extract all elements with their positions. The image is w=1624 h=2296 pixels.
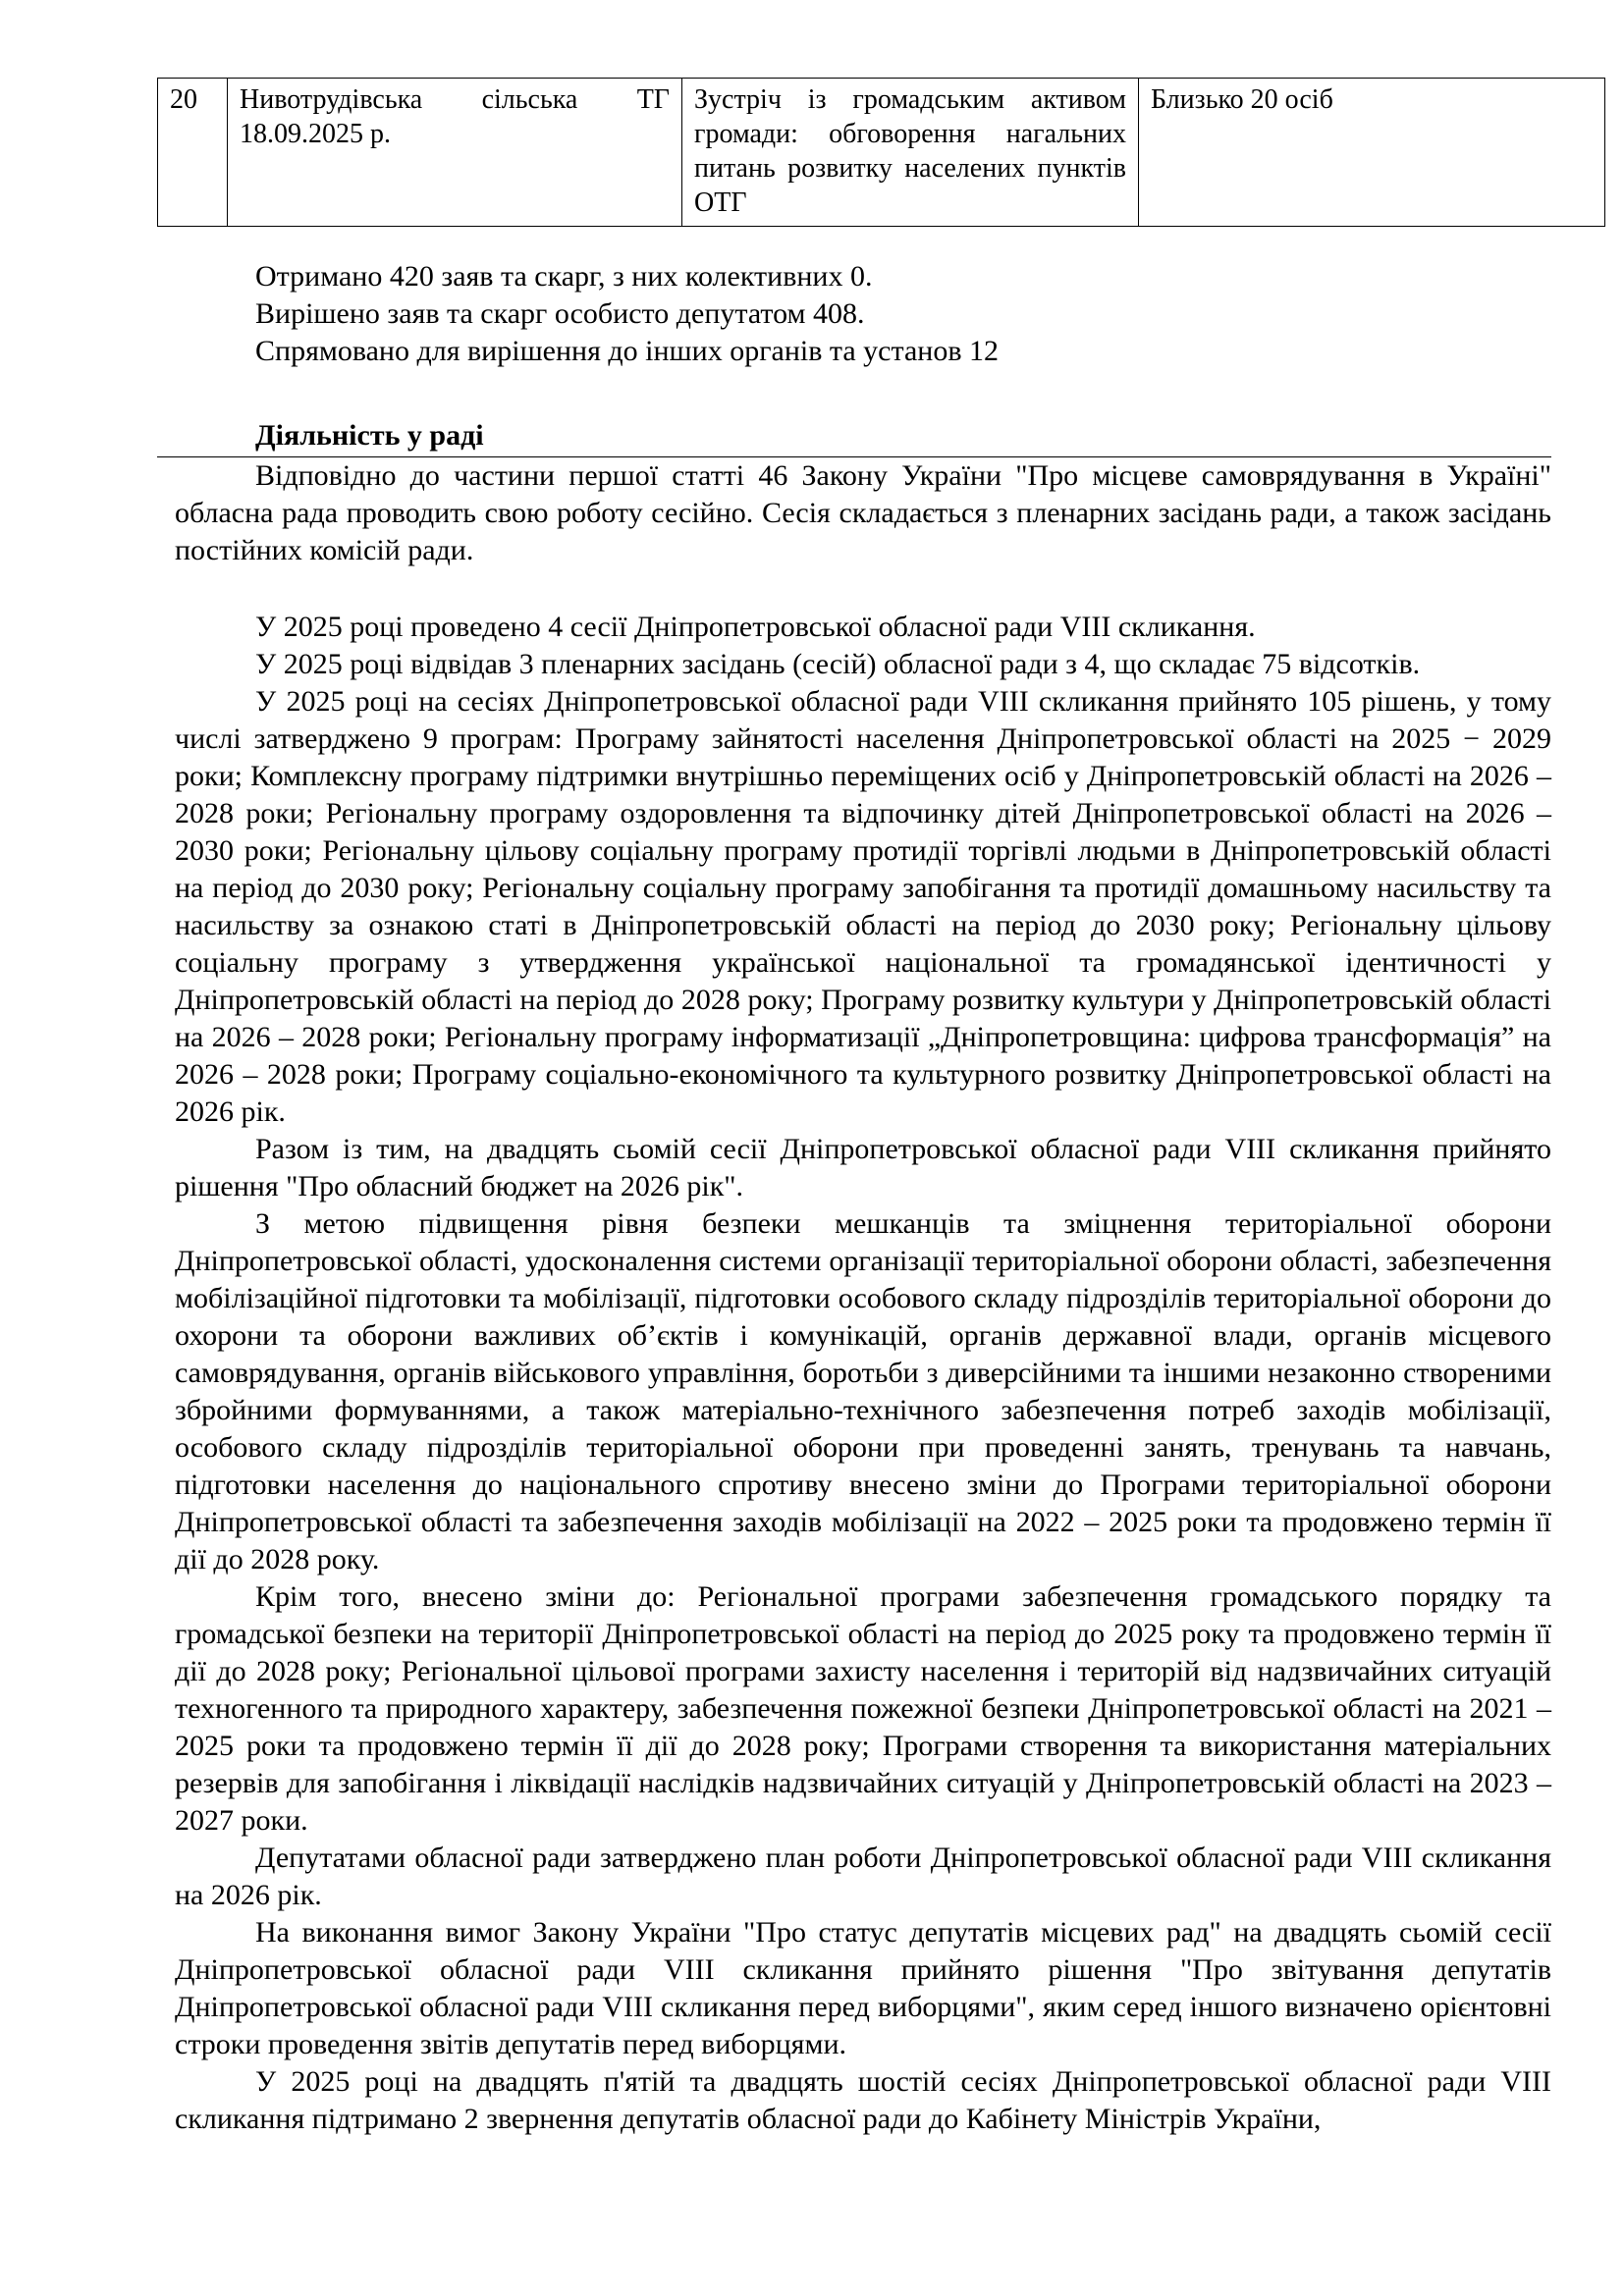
paragraph: З метою підвищення рівня безпеки мешканців та зміцнення територіальної оборони Дніпропетровської області, удосконалення системи організації територіальної оборони області, забезпечення мобілізаційної підготовки та мобілізації, підготовки особового складу підрозділів територіальної оборони до охорони та оборони важливих об’єктів і комунікацій, органів державної влади, органів місцевого самоврядування, органів військового управління, боротьби з диверсійними та іншими незаконно створеними збройними формуваннями, а також матеріально-технічного забезпечення потреб заходів мобілізації, особового складу підрозділів територіальної оборони при проведенні занять, тренувань та навчань, підготовки населення до національного спротиву внесено зміни до Програми територіальної оборони Дніпропетровської області та забезпечення заходів мобілізації на 2022 – 2025 роки та продовжено термін її дії до 2028 року.: [175, 1207, 1551, 1575]
paragraph: Відповідно до частини першої статті 46 Закону України "Про місцеве самоврядування в Україні" обласна рада проводить свою роботу сесійно. Сесія складається з пленарних засідань ради, а також засідань постійних комісій ради.: [175, 459, 1551, 566]
events-table: [157, 78, 1605, 227]
row-number: 20: [158, 79, 228, 227]
stat-received: Отримано 420 заяв та скарг, з них колективних 0.: [255, 260, 873, 293]
stat-forwarded: Спрямовано для вирішення до інших органів та установ 12: [255, 335, 1000, 367]
paragraph: У 2025 році на сесіях Дніпропетровської обласної ради VIII скликання прийнято 105 рішень, у тому числі затверджено 9 програм: Програму зайнятості населення Дніпропетровської області на 2025 − 2029 роки; Комплексну програму підтримки внутрішньо переміщених осіб у Дніпропетровській області на 2026 – 2028 роки; Регіональну програму оздоровлення та відпочинку дітей Дніпропетровської області на 2026 – 2030 роки; Регіональну цільову соціальну програму протидії торгівлі людьми в Дніпропетровській області на період до 2030 року; Регіональну соціальну програму запобігання та протидії домашньому насильству та насильству за ознакою статі в Дніпропетровській області на період до 2030 року; Регіональну цільову соціальну програму з утвердження української національної та громадянської ідентичності у Дніпропетровській області на період до 2028 року; Програму розвитку культури у Дніпропетровській області на 2026 – 2028 роки; Регіональну програму інформатизації „Дніпропетровщина: цифрова трансформація” на 2026 – 2028 роки; Програму соціально-економічного та культурного розвитку Дніпропетровської області на 2026 рік.: [175, 685, 1551, 1128]
paragraph: У 2025 році відвідав 3 пленарних засідань (сесій) обласної ради з 4, що складає 75 відсотків.: [255, 648, 1421, 680]
paragraph: У 2025 році проведено 4 сесії Дніпропетровської обласної ради VIII скликання.: [255, 611, 1256, 643]
paragraph: Разом із тим, на двадцять сьомій сесії Дніпропетровської обласної ради VIII скликання прийнято рішення "Про обласний бюджет на 2026 рік".: [175, 1133, 1551, 1202]
community-cell: Нивотрудівська сільська ТГ 18.09.2025 р.: [228, 79, 682, 227]
stat-resolved: Вирішено заяв та скарг особисто депутатом 408.: [255, 297, 865, 330]
paragraph: У 2025 році на двадцять п'ятій та двадцять шостій сесіях Дніпропетровської обласної ради VIII скликання підтримано 2 звернення депутатів обласної ради до Кабінету Міністрів України,: [175, 2065, 1551, 2135]
paragraph: Крім того, внесено зміни до: Регіональної програми забезпечення громадського порядку та громадської безпеки на території Дніпропетровської області на період до 2025 року та продовжено термін її дії до 2028 року; Регіональної цільової програми захисту населення і територій від надзвичайних ситуацій техногенного та природного характеру, забезпечення пожежної безпеки Дніпропетровської області на 2021 – 2025 роки та продовжено термін її дії до 2028 року; Програми створення та використання матеріальних резервів для запобігання і ліквідації наслідків надзвичайних ситуацій у Дніпропетровській області на 2023 – 2027 роки.: [175, 1580, 1551, 1837]
event-cell: Зустріч із громадським активом громади: обговорення нагальних питань розвитку населених пунктів ОТГ: [682, 79, 1139, 227]
paragraph: Депутатами обласної ради затверджено план роботи Дніпропетровської обласної ради VIII скликання на 2026 рік.: [175, 1842, 1551, 1911]
section-body: [175, 457, 1551, 2138]
paragraph: На виконання вимог Закону України "Про статус депутатів місцевих рад" на двадцять сьомій сесії Дніпропетровської обласної ради VIII скликання прийнято рішення "Про звітування депутатів Дніпропетровської обласної ради VIII скликання перед виборцями", яким серед іншого визначено орієнтовні строки проведення звітів депутатів перед виборцями.: [175, 1916, 1551, 2060]
table-row: [158, 79, 1605, 227]
participants-cell: Близько 20 осіб: [1139, 79, 1605, 227]
section-heading: Діяльність у раді: [255, 419, 484, 452]
